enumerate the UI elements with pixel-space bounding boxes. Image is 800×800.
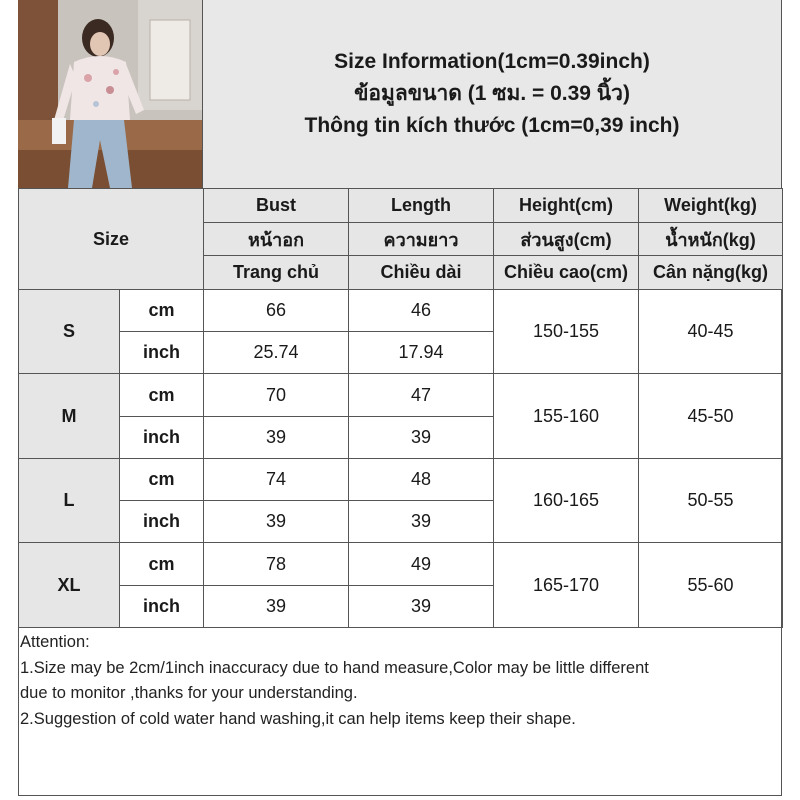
length-cm-value: 47 <box>349 374 494 417</box>
length-inch-value: 39 <box>349 417 494 459</box>
size-column-header: Size <box>19 189 204 290</box>
length-header-en: Length <box>349 189 494 223</box>
bust-inch-value: 39 <box>204 586 349 628</box>
size-table <box>18 188 783 628</box>
attention-title: Attention: <box>20 633 90 651</box>
weight-header-vi: Cân nặng(kg) <box>639 256 783 290</box>
attention-note-2: 2.Suggestion of cold water hand washing,it can help items keep their shape. <box>20 709 576 728</box>
height-range-value: 165-170 <box>494 543 639 628</box>
bust-inch-value: 25.74 <box>204 332 349 374</box>
bust-cm-value: 70 <box>204 374 349 417</box>
unit-label-inch: inch <box>120 586 204 628</box>
bust-inch-value: 39 <box>204 501 349 543</box>
header-title-vietnamese: Thông tin kích thước (1cm=0,39 inch) <box>304 114 680 137</box>
weight-header-th: น้ำหนัก(kg) <box>639 223 783 256</box>
length-cm-value: 48 <box>349 459 494 501</box>
length-header-th: ความยาว <box>349 223 494 256</box>
length-inch-value: 39 <box>349 586 494 628</box>
weight-range-value: 45-50 <box>639 374 783 459</box>
height-header-th: ส่วนสูง(cm) <box>494 223 639 256</box>
weight-range-value: 55-60 <box>639 543 783 628</box>
attention-note-1-continued: due to monitor ,thanks for your understanding. <box>20 684 358 702</box>
length-header-vi: Chiều dài <box>349 256 494 290</box>
bust-header-th: หน้าอก <box>204 223 349 256</box>
size-label-l: L <box>19 459 120 543</box>
length-inch-value: 39 <box>349 501 494 543</box>
weight-range-value: 50-55 <box>639 459 783 543</box>
size-label-xl: XL <box>19 543 120 628</box>
height-header-en: Height(cm) <box>494 189 639 223</box>
bust-cm-value: 66 <box>204 290 349 332</box>
unit-label-inch: inch <box>120 417 204 459</box>
product-photo-illustration <box>18 0 202 188</box>
height-range-value: 155-160 <box>494 374 639 459</box>
attention-note-1: 1.Size may be 2cm/1inch inaccuracy due to hand measure,Color may be little different <box>20 658 649 677</box>
height-range-value: 160-165 <box>494 459 639 543</box>
bust-cm-value: 78 <box>204 543 349 586</box>
unit-label-inch: inch <box>120 332 204 374</box>
bust-header-en: Bust <box>204 189 349 223</box>
height-range-value: 150-155 <box>494 290 639 374</box>
weight-header-en: Weight(kg) <box>639 189 783 223</box>
length-inch-value: 17.94 <box>349 332 494 374</box>
bust-inch-value: 39 <box>204 417 349 459</box>
bust-header-vi: Trang chủ <box>204 256 349 290</box>
unit-label-cm: cm <box>120 459 204 501</box>
bust-cm-value: 74 <box>204 459 349 501</box>
length-cm-value: 49 <box>349 543 494 586</box>
unit-label-cm: cm <box>120 374 204 417</box>
height-header-vi: Chiều cao(cm) <box>494 256 639 290</box>
header-title-english: Size Information(1cm=0.39inch) <box>334 50 650 73</box>
attention-notes <box>20 630 780 732</box>
unit-label-cm: cm <box>120 543 204 586</box>
weight-range-value: 40-45 <box>639 290 783 374</box>
length-cm-value: 46 <box>349 290 494 332</box>
product-photo <box>18 0 203 188</box>
unit-label-cm: cm <box>120 290 204 332</box>
size-information-header <box>203 0 781 188</box>
header-title-thai: ข้อมูลขนาด (1 ซม. = 0.39 นิ้ว) <box>354 82 630 105</box>
size-label-m: M <box>19 374 120 459</box>
unit-label-inch: inch <box>120 501 204 543</box>
size-label-s: S <box>19 290 120 374</box>
